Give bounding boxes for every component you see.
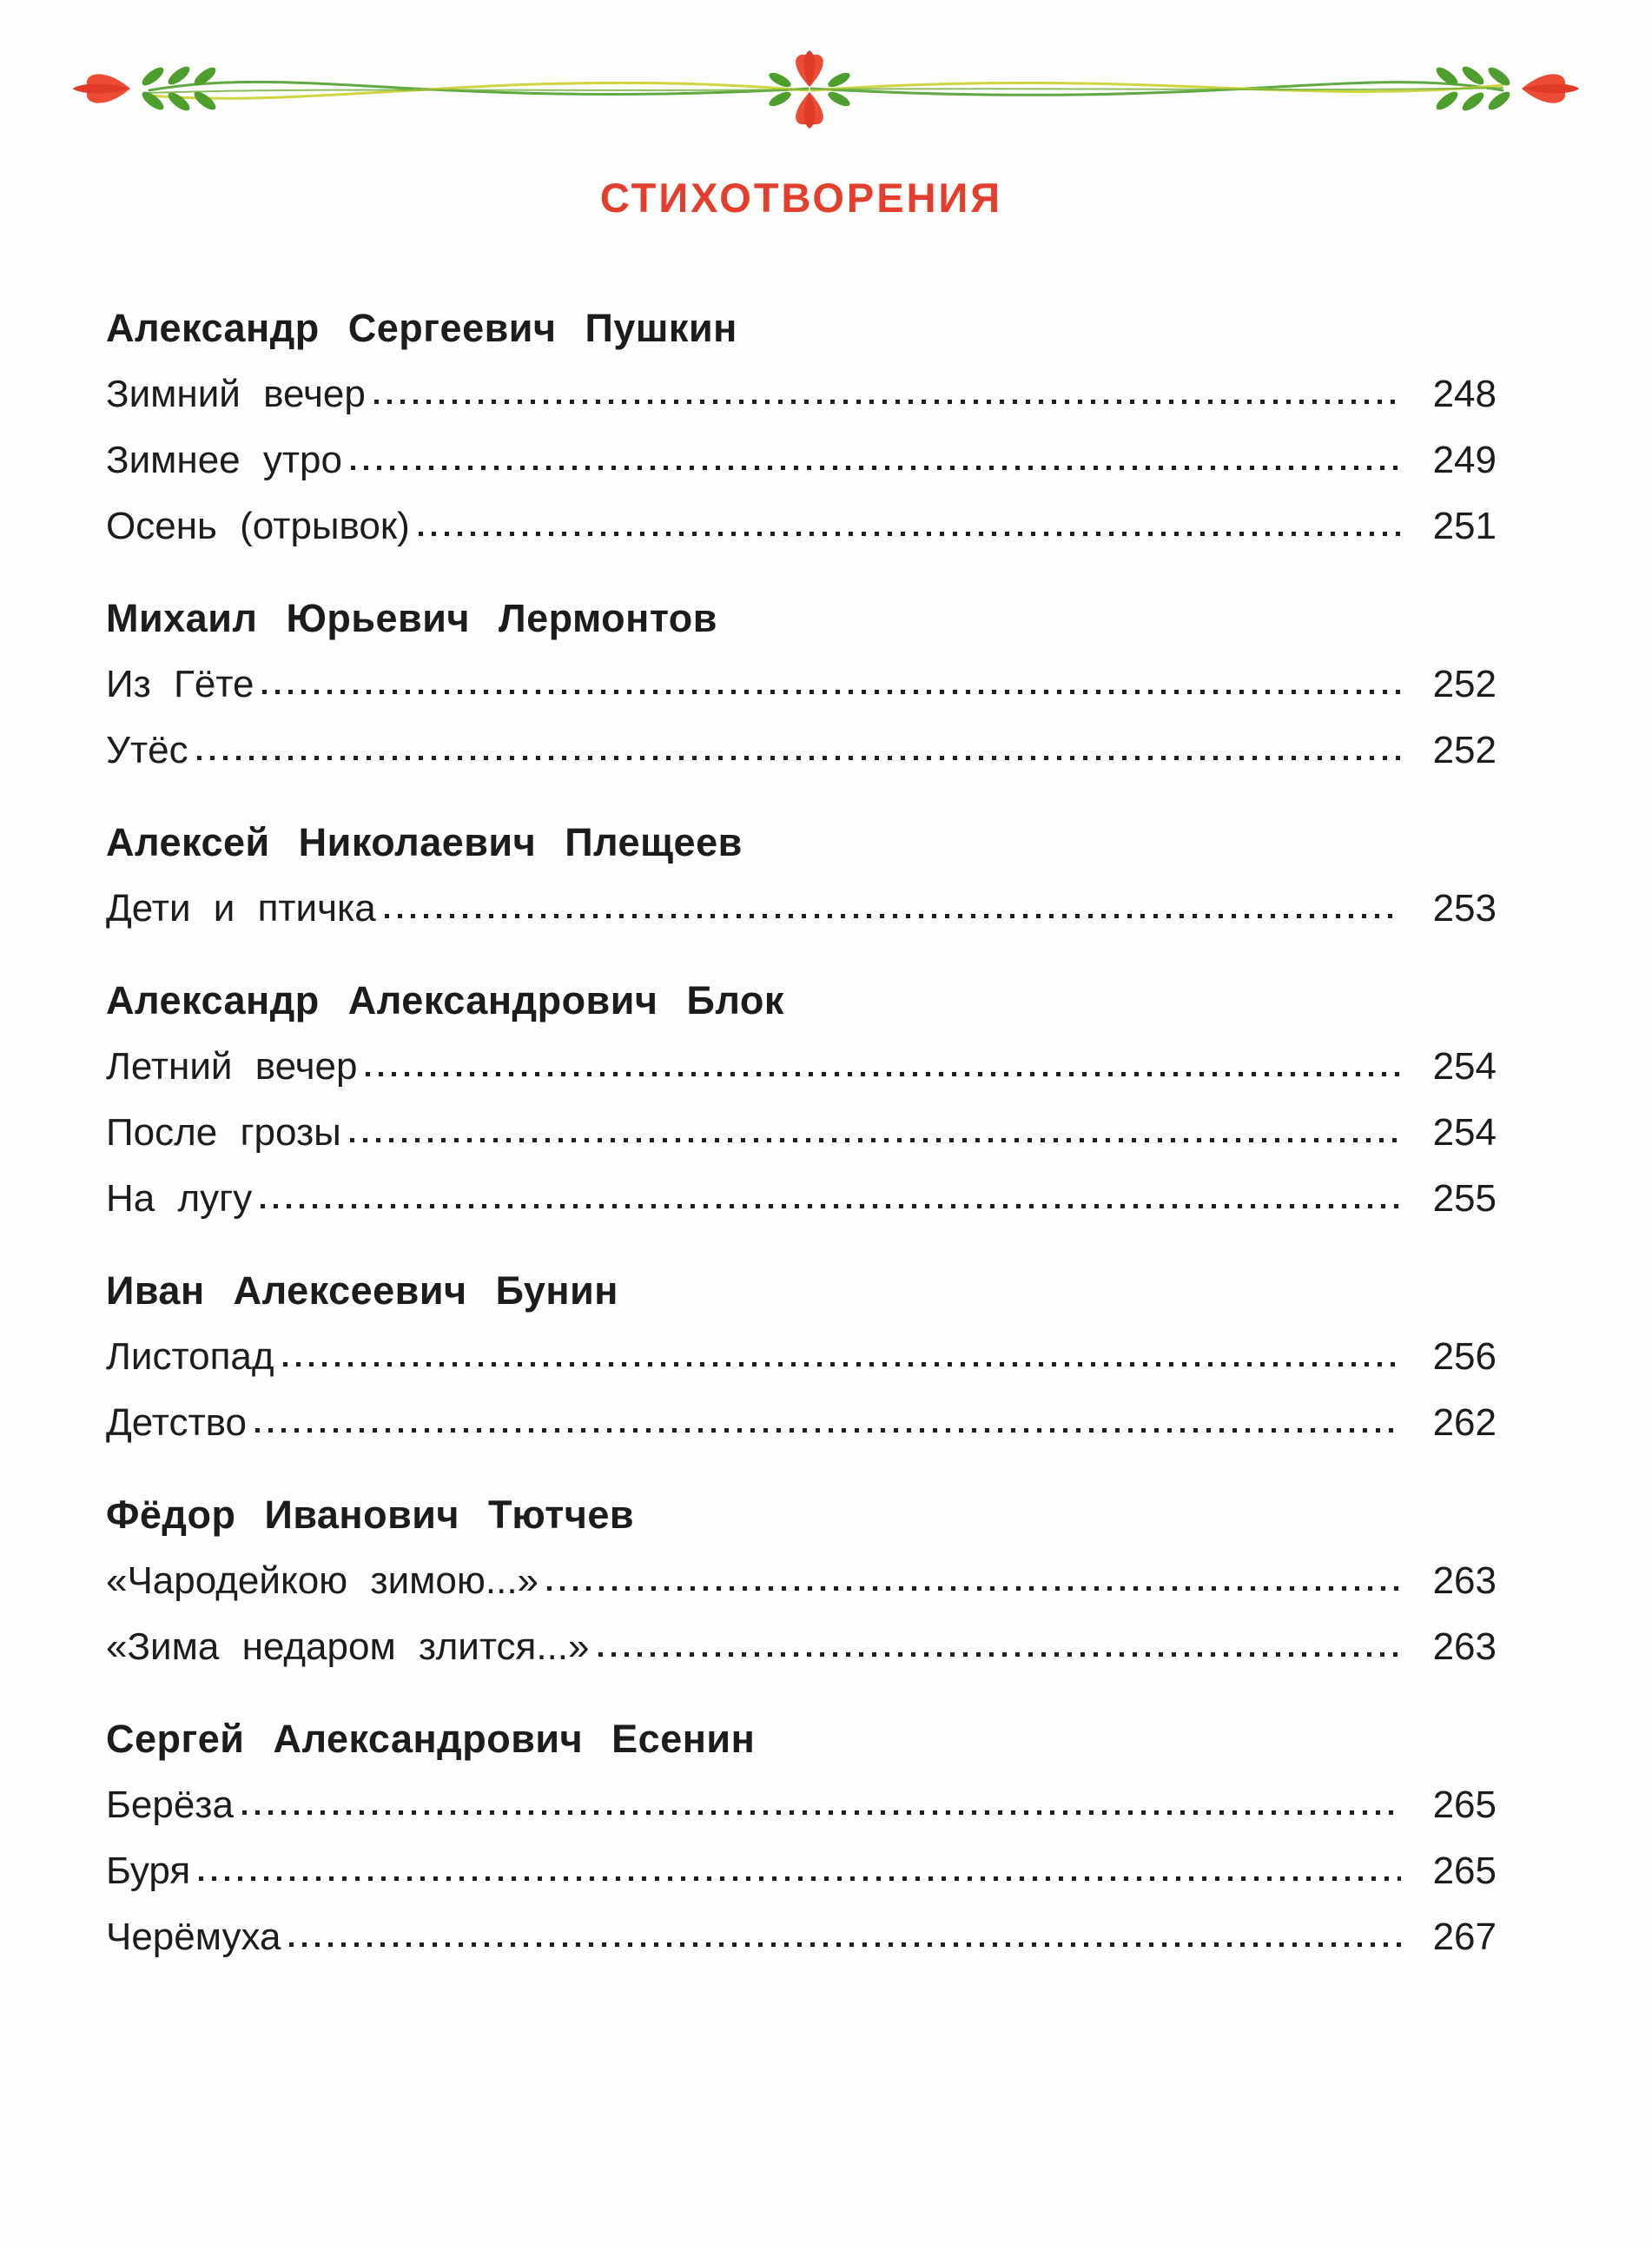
toc-section [106, 968, 1497, 1232]
entry-page-number: 255 [1432, 1177, 1497, 1220]
entry-page-number: 252 [1432, 663, 1497, 705]
dot-leader [197, 718, 1401, 784]
entry-title: Летний вечер [106, 1045, 358, 1088]
entry-title: Дети и птичка [106, 887, 376, 930]
floral-divider-graphic [63, 47, 1589, 130]
dot-leader [283, 1324, 1401, 1390]
toc-entry [106, 1772, 1497, 1838]
dot-leader [366, 1034, 1401, 1100]
entry-page-number: 256 [1432, 1335, 1497, 1378]
dot-leader [262, 652, 1401, 718]
entry-title: На лугу [106, 1177, 253, 1220]
entry-title: Зимнее утро [106, 439, 342, 481]
author-heading: Иван Алексеевич Бунин [106, 1268, 618, 1313]
toc-entry [106, 427, 1497, 493]
entry-page-number: 253 [1432, 887, 1497, 930]
dot-leader [289, 1904, 1401, 1970]
entry-title: «Чародейкою зимою...» [106, 1559, 539, 1602]
entry-page-number: 265 [1432, 1783, 1497, 1826]
dot-leader [419, 493, 1401, 559]
dot-leader [199, 1838, 1401, 1904]
dot-leader [261, 1166, 1401, 1232]
toc-section [106, 295, 1497, 559]
dot-leader [385, 876, 1401, 942]
entry-page-number: 249 [1432, 439, 1497, 481]
toc-entry [106, 1324, 1497, 1390]
dot-leader [351, 427, 1401, 493]
dot-leader [598, 1614, 1402, 1680]
author-heading: Фёдор Иванович Тютчев [106, 1492, 635, 1537]
toc-entry [106, 1100, 1497, 1166]
toc-section [106, 810, 1497, 942]
toc-section [106, 1706, 1497, 1970]
author-heading: Александр Сергеевич Пушкин [106, 306, 737, 350]
toc-section [106, 1482, 1497, 1680]
entry-title: Черёмуха [106, 1916, 281, 1958]
toc-entry [106, 1166, 1497, 1232]
entry-title: Утёс [106, 729, 188, 771]
entry-title: Листопад [106, 1335, 274, 1378]
entry-page-number: 254 [1432, 1045, 1497, 1088]
toc-entry [106, 1034, 1497, 1100]
toc-entry [106, 652, 1497, 718]
entry-title: Осень (отрывок) [106, 505, 410, 547]
author-heading: Михаил Юрьевич Лермонтов [106, 596, 717, 640]
entry-page-number: 265 [1432, 1850, 1497, 1892]
author-heading: Алексей Николаевич Плещеев [106, 820, 743, 864]
entry-title: Детство [106, 1401, 247, 1444]
entry-page-number: 263 [1432, 1559, 1497, 1602]
floral-divider [63, 47, 1589, 130]
toc-entry [106, 1904, 1497, 1970]
author-heading: Александр Александрович Блок [106, 978, 784, 1022]
toc-entry [106, 1838, 1497, 1904]
entry-page-number: 267 [1432, 1916, 1497, 1958]
toc-entry [106, 1614, 1497, 1680]
toc-section [106, 586, 1497, 784]
entry-page-number: 252 [1432, 729, 1497, 771]
entry-page-number: 262 [1432, 1401, 1497, 1444]
entry-page-number: 263 [1432, 1625, 1497, 1668]
dot-leader [255, 1390, 1401, 1456]
entry-title: Зимний вечер [106, 373, 366, 415]
flower-icon-left [73, 63, 219, 114]
toc-entry [106, 493, 1497, 559]
stem-lines-right [811, 83, 1503, 96]
entry-page-number: 248 [1432, 373, 1497, 415]
entry-title: Берёза [106, 1783, 234, 1826]
toc-entry [106, 1390, 1497, 1456]
entry-title: После грозы [106, 1111, 341, 1154]
dot-leader [374, 361, 1401, 427]
toc-entry [106, 718, 1497, 784]
author-heading: Сергей Александрович Есенин [106, 1717, 756, 1761]
entry-title: «Зима недаром злится...» [106, 1625, 590, 1668]
entry-title: Из Гёте [106, 663, 254, 705]
toc-entry [106, 1548, 1497, 1614]
page-title: СТИХОТВОРЕНИЯ [599, 175, 1003, 221]
dot-leader [547, 1548, 1401, 1614]
toc-entry [106, 361, 1497, 427]
book-toc-page [0, 47, 1652, 2250]
stem-lines-left [149, 82, 808, 98]
entry-title: Буря [106, 1850, 191, 1892]
dot-leader [350, 1100, 1401, 1166]
toc-section [106, 1258, 1497, 1456]
table-of-contents [106, 295, 1497, 1970]
entry-page-number: 251 [1432, 505, 1497, 547]
dot-leader [242, 1772, 1401, 1838]
toc-entry [106, 876, 1497, 942]
entry-page-number: 254 [1432, 1111, 1497, 1154]
